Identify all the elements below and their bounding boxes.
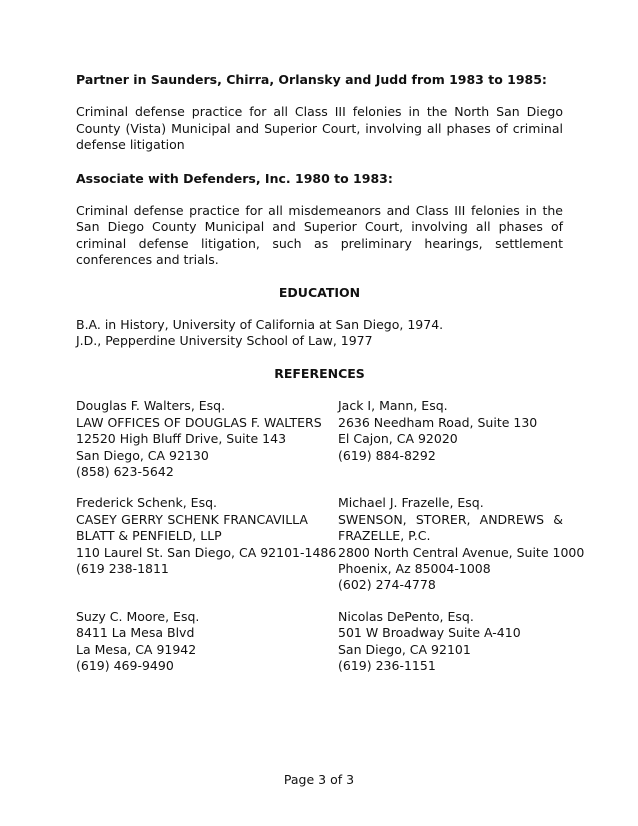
experience-heading-saunders: Partner in Saunders, Chirra, Orlansky and Judd from 1983 to 1985: — [76, 72, 547, 87]
reference-moore — [76, 609, 338, 675]
education-item-jd: J.D., Pepperdine University School of Law, 1977 — [76, 333, 373, 349]
experience-description-saunders: Criminal defense practice for all Class III felonies in the North San Diego County (Vista) Municipal and Superior Court, involving all phases of criminal defense litigation — [76, 104, 563, 153]
reference-walters — [76, 398, 338, 480]
reference-firm-line1: CASEY GERRY SCHENK FRANCAVILLA — [76, 511, 308, 527]
reference-schenk — [76, 495, 338, 593]
reference-name: Suzy C. Moore, Esq. — [76, 608, 200, 624]
references-title: REFERENCES — [274, 365, 365, 381]
reference-address: 12520 High Bluff Drive, Suite 143 — [76, 431, 287, 447]
education-title: EDUCATION — [278, 284, 361, 300]
reference-name: Frederick Schenk, Esq. — [76, 495, 218, 511]
education-item-ba: B.A. in History, University of California at San Diego, 1974. — [76, 317, 444, 333]
experience-description-defenders: Criminal defense practice for all misdemeanors and Class III felonies in the San Diego County Municipal and Superior Court, involving all phases of criminal defense litigation, such as preliminary hearings, settlement conferences and trials. — [76, 203, 563, 268]
experience-heading-defenders: Associate with Defenders, Inc. 1980 to 1983: — [76, 170, 393, 186]
reference-mann — [338, 398, 563, 480]
reference-name: Michael J. Frazelle, Esq. — [338, 495, 484, 511]
reference-name: Nicolas DePento, Esq. — [338, 608, 474, 624]
resume-page — [76, 72, 585, 674]
page-number: Page 3 of 3 — [283, 772, 355, 787]
reference-address: 8411 La Mesa Blvd — [76, 625, 195, 641]
reference-city: La Mesa, CA 91942 — [76, 641, 197, 657]
reference-firm-line1: SWENSON, STORER, ANDREWS & — [338, 511, 563, 527]
education-list — [76, 317, 563, 350]
reference-phone: (619) 469-9490 — [76, 657, 174, 673]
reference-phone: (619) 236-1151 — [338, 657, 436, 673]
references-grid — [76, 398, 585, 674]
reference-address: 501 W Broadway Suite A-410 — [338, 625, 521, 641]
reference-firm-line2: BLATT & PENFIELD, LLP — [76, 528, 222, 544]
reference-city: Phoenix, Az 85004-1008 — [338, 560, 491, 576]
reference-phone: (619 238-1811 — [76, 560, 169, 576]
reference-depento — [338, 609, 563, 675]
reference-address: 2636 Needham Road, Suite 130 — [338, 414, 538, 430]
reference-address: 2800 North Central Avenue, Suite 1000 — [338, 544, 585, 560]
reference-frazelle — [338, 495, 585, 593]
reference-phone: (619) 884-8292 — [338, 447, 436, 463]
reference-city: San Diego, CA 92130 — [76, 447, 209, 463]
reference-phone: (858) 623-5642 — [76, 463, 174, 479]
reference-city: El Cajon, CA 92020 — [338, 431, 458, 447]
reference-firm: LAW OFFICES OF DOUGLAS F. WALTERS — [76, 414, 322, 430]
reference-city: San Diego, CA 92101 — [338, 641, 471, 657]
reference-firm-line2: FRAZELLE, P.C. — [338, 528, 431, 544]
reference-name: Jack I, Mann, Esq. — [338, 398, 448, 414]
reference-address: 110 Laurel St. San Diego, CA 92101-1486 — [76, 544, 337, 560]
reference-name: Douglas F. Walters, Esq. — [76, 398, 226, 414]
reference-phone: (602) 274-4778 — [338, 577, 436, 593]
